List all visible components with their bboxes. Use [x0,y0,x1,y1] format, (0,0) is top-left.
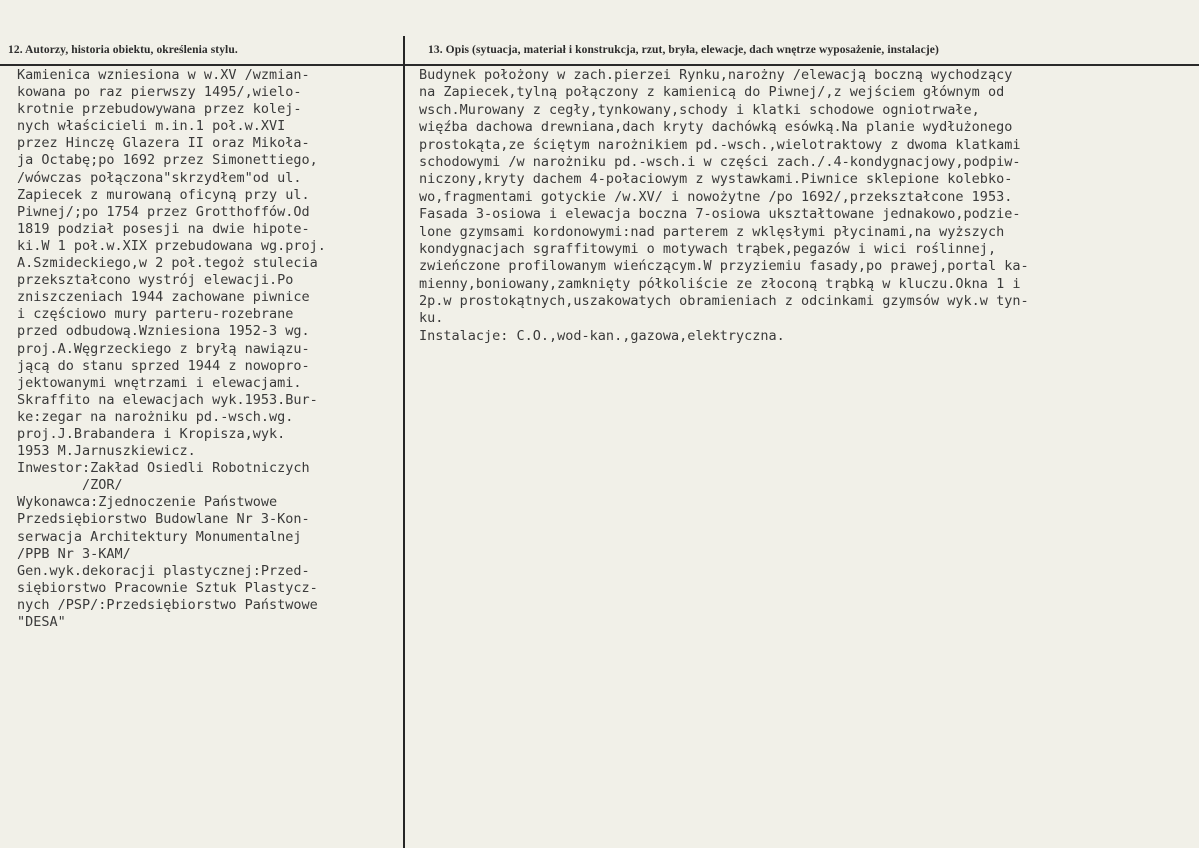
description-text-line: prostokąta,ze ściętym narożnikiem pd.-wsch.,wielotraktowy z dwoma klatkami [419,136,1021,153]
description-text-line: Budynek położony w zach.pierzei Rynku,narożny /elewacją boczną wychodzący [419,67,1013,83]
history-text-line: 1953 M.Jarnuszkiewicz. [17,443,196,460]
history-text-line: Wykonawca:Zjednoczenie Państwowe [17,494,278,511]
description-text-line: ku. [419,310,444,327]
history-text-line: /PPB Nr 3-KAM/ [17,545,131,562]
history-text-line: Gen.wyk.dekoracji plastycznej:Przed- [17,562,310,579]
history-text-line: siębiorstwo Pracownie Sztuk Plastycz- [17,579,318,596]
history-text-line: nych /PSP/:Przedsiębiorstwo Państwowe [17,596,318,613]
history-text-line: /ZOR/ [17,477,123,494]
history-text-line: /wówczas połączona"skrzydłem"od ul. [17,169,302,186]
history-text-line: przekształcono wystrój elewacji.Po [17,272,294,289]
description-text-line: Fasada 3-osiowa i elewacja boczna 7-osiowa ukształtowane jednakowo,podzie- [419,206,1021,223]
history-text-line: ja Octabę;po 1692 przez Simonettiego, [17,152,318,169]
history-text-line: przez Hinczę Glazera II oraz Mikoła- [17,135,310,152]
history-text-line: krotnie przebudowywana przez kolej- [17,101,302,118]
section-12-header: 12. Autorzy, historia obiektu, określenia stylu. [8,44,238,56]
history-column [17,67,401,631]
history-text-line: Zapiecek z murowaną oficyną przy ul. [17,186,310,203]
history-text-line: kowana po raz pierwszy 1495/,wielo- [17,84,302,101]
history-text-line: proj.J.Brabandera i Kropisza,wyk. [17,425,286,442]
description-text-line: niczony,kryty dachem 4-połaciowym z wystawkami.Piwnice sklepione kolebko- [419,171,1013,188]
history-text-line: i częściowo mury parteru-rozebrane [17,306,294,323]
history-text-line: Inwestor:Zakład Osiedli Robotniczych [17,460,310,477]
section-13-header: 13. Opis (sytuacja, materiał i konstrukcja, rzut, bryła, elewacje, dach wnętrze wyposażenie, instalacje) [428,44,939,56]
history-text-line: jącą do stanu sprzed 1944 z nowopro- [17,357,310,374]
history-text-line: ki.W 1 poł.w.XIX przebudowana wg.proj. [17,237,326,254]
description-text-line: mienny,boniowany,zamknięty półkoliście ze złoconą trąbką w kluczu.Okna 1 i [419,275,1021,292]
history-text-line: 1819 podział posesji na dwie hipote- [17,220,310,237]
history-text-line: jektowanymi wnętrzami i elewacjami. [17,374,302,391]
history-text-line: Piwnej/;po 1754 przez Grotthoffów.Od [17,203,310,220]
header-rule [0,64,1199,66]
column-divider [403,36,405,848]
history-text-line: przed odbudową.Wzniesiona 1952-3 wg. [17,323,310,340]
history-text-line: nych właścicieli m.in.1 poł.w.XVI [17,118,286,135]
history-text-line: Przedsiębiorstwo Budowlane Nr 3-Kon- [17,511,310,528]
description-text-line: więźba dachowa drewniana,dach kryty dachówką esówką.Na planie wydłużonego [419,119,1013,136]
history-text-line: ke:zegar na narożniku pd.-wsch.wg. [17,408,294,425]
history-text-line: serwacja Architektury Monumentalnej [17,528,302,545]
history-text-line: proj.A.Węgrzeckiego z bryłą nawiązu- [17,340,310,357]
description-text-line: kondygnacjach sgraffitowymi o motywach trąbek,pegazów i wici roślinnej, [419,240,997,257]
history-text-line: zniszczeniach 1944 zachowane piwnice [17,289,310,306]
history-text-line: Skraffito na elewacjach wyk.1953.Bur- [17,391,318,408]
description-column [419,67,1194,345]
description-text-line: zwieńczone profilowanym wieńczącym.W przyziemiu fasady,po prawej,portal ka- [419,258,1029,275]
history-text-line: Kamienica wzniesiona w w.XV /wzmian- [17,67,310,83]
description-text-line: wsch.Murowany z cegły,tynkowany,schody i klatki schodowe ogniotrwałe, [419,101,980,118]
description-text-line: Instalacje: C.O.,wod-kan.,gazowa,elektryczna. [419,327,785,344]
history-text-line: "DESA" [17,614,66,630]
description-text-line: wo,fragmentami gotyckie /w.XV/ i nowożytne /po 1692/,przekształcone 1953. [419,188,1013,205]
history-text-line: A.Szmideckiego,w 2 poł.tegoż stulecia [17,255,318,272]
description-text-line: schodowymi /w narożniku pd.-wsch.i w części zach./.4-kondygnacjowy,podpiw- [419,153,1021,170]
description-text-line: lone gzymsami kordonowymi:nad parterem z wklęsłymi płycinami,na wyższych [419,223,1005,240]
description-text-line: 2p.w prostokątnych,uszakowatych obramieniach z odcinkami gzymsów wyk.w tyn- [419,293,1029,310]
description-text-line: na Zapiecek,tylną połączony z kamienicą do Piwnej/,z wejściem głównym od [419,84,1005,101]
